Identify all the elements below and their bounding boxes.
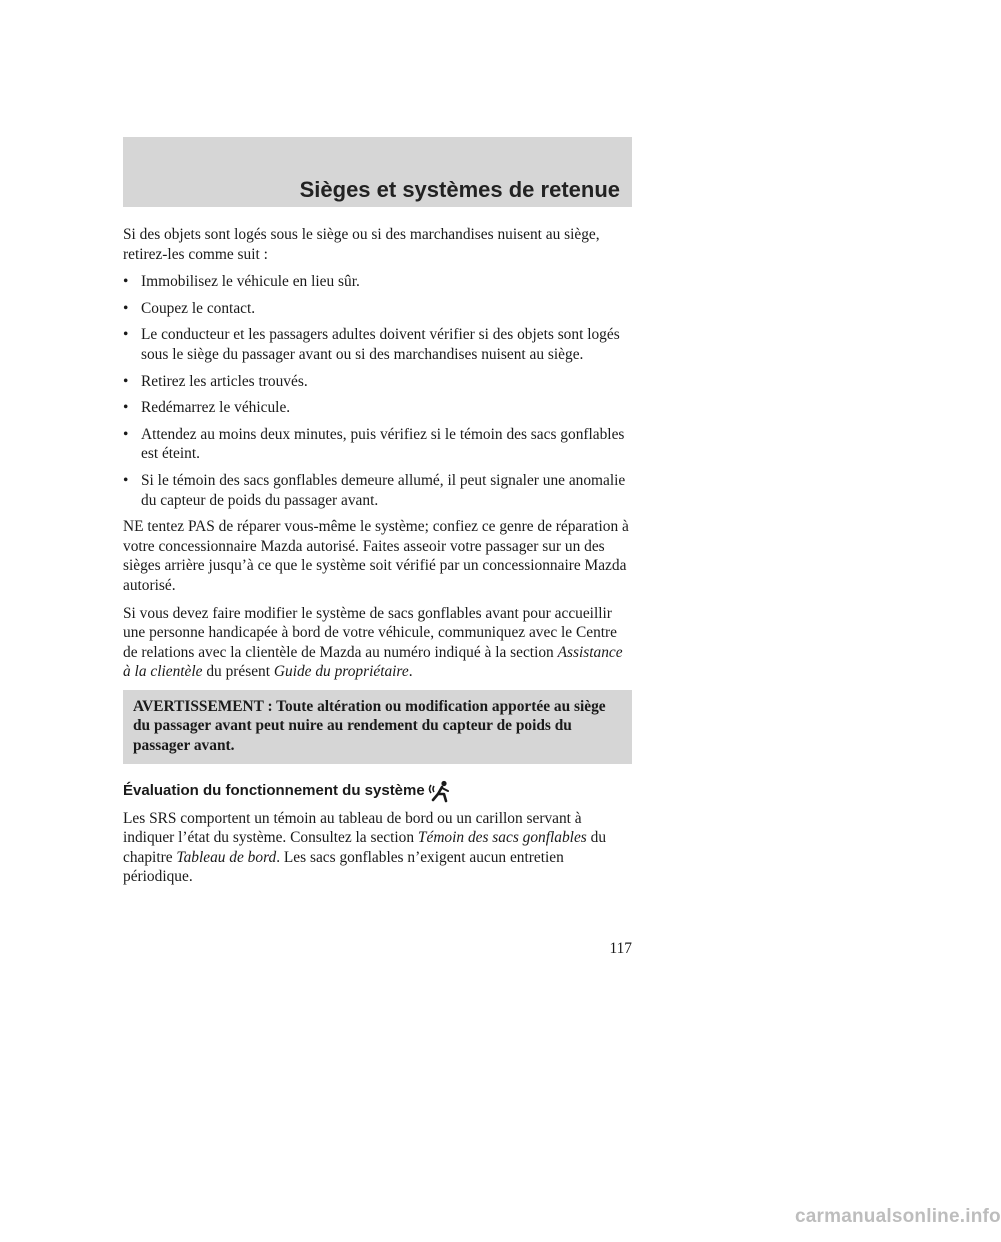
bullet-marker: • — [123, 326, 129, 344]
list-item: • Attendez au moins deux minutes, puis vérifiez si le témoin des sacs gonflables est éteint. — [123, 425, 625, 463]
bullet-marker: • — [123, 273, 129, 291]
footer-watermark: carmanualsonline.info — [795, 1206, 1001, 1227]
seated-occupant-airbag-icon — [427, 780, 453, 802]
bullet-marker: • — [123, 399, 129, 417]
section-heading — [123, 780, 632, 801]
bullet-list — [123, 272, 632, 510]
bullet-marker: • — [123, 425, 129, 443]
page-number: 117 — [609, 940, 632, 957]
list-item: • Redémarrez le véhicule. — [123, 399, 291, 417]
list-item: • Si le témoin des sacs gonflables demeure allumé, il peut signaler une anomalie du capteur de poids du passager avant. — [123, 471, 626, 509]
page-title: Sièges et systèmes de retenue — [299, 177, 620, 202]
list-item: • Le conducteur et les passagers adultes doivent vérifier si des objets sont logés sous le siège du passager avant ou si des marchandises nuisent au siège. — [123, 326, 620, 363]
section-paragraph: Les SRS comportent un témoin au tableau de bord ou un carillon servant à indiquer l’état du système. Consultez la section Témoin des sacs gonflables du chapitre Tableau de bord. Les sacs gonflables n’exigent aucun entretien périodique. — [123, 809, 607, 886]
repair-paragraph: NE tentez PAS de réparer vous-même le système; confiez ce genre de réparation à votre concessionnaire Mazda autorisé. Faites asseoir votre passager sur un des sièges arrière jusqu’à ce que le système soit vérifié par un concessionnaire Mazda autorisé. — [123, 518, 629, 594]
header-band — [123, 137, 632, 207]
list-item: • Retirez les articles trouvés. — [123, 372, 308, 390]
section-heading-text: Évaluation du fonctionnement du système — [123, 782, 425, 800]
bullet-marker: • — [123, 471, 129, 489]
bullet-marker: • — [123, 299, 129, 317]
intro-paragraph: Si des objets sont logés sous le siège ou si des marchandises nuisent au siège, retirez-les comme suit : — [123, 226, 600, 263]
list-item: • Coupez le contact. — [123, 299, 256, 317]
list-item: • Immobilisez le véhicule en lieu sûr. — [123, 273, 360, 291]
main-content — [123, 225, 632, 895]
modify-paragraph: Si vous devez faire modifier le système de sacs gonflables avant pour accueillir une personne handicapée à bord de votre véhicule, communiquez avec le Centre de relations avec la clientèle de Mazda au numéro indiqué à la section Assistance à la clientèle du présent Guide du propriétaire. — [123, 604, 623, 681]
bullet-marker: • — [123, 372, 129, 390]
warning-box: AVERTISSEMENT : Toute altération ou modification apportée au siège du passager avant peut nuire au rendement du capteur de poids du passager avant. — [123, 690, 632, 764]
